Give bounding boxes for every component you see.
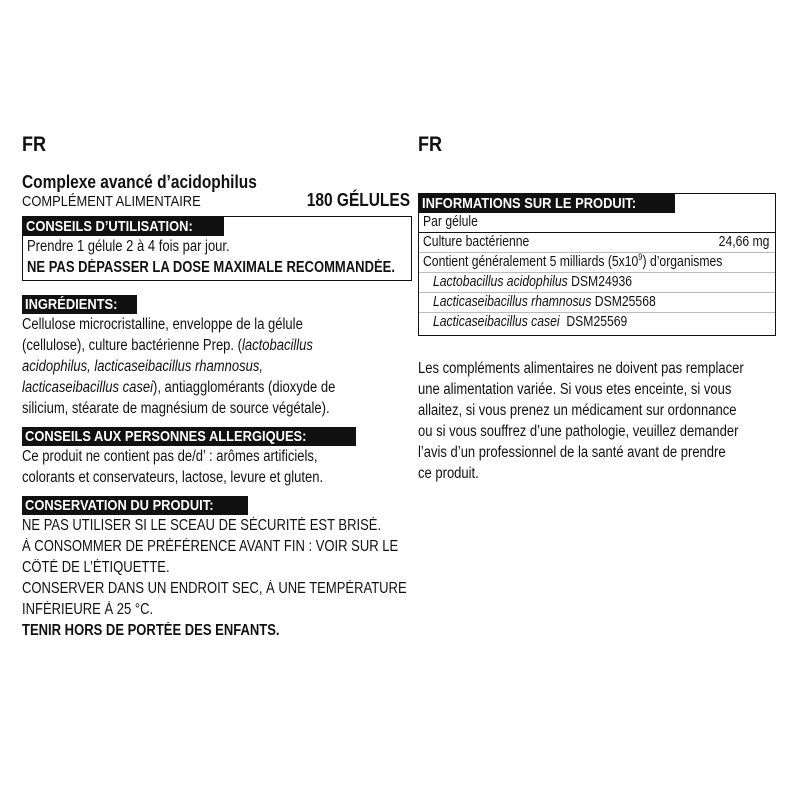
storage-line: À CONSOMMER DE PRÉFÉRENCE AVANT FIN : VOIR SUR LE [22, 538, 399, 555]
allergy-line: colorants et conservateurs, lactose, levure et gluten. [22, 469, 324, 486]
organisms-row: Contient généralement 5 milliards $(5x10^9)$ d’organismes [419, 253, 775, 273]
product-subtitle: COMPLÉMENT ALIMENTAIRE [22, 193, 201, 210]
product-subline [22, 190, 412, 213]
language-code-left: FR [22, 133, 47, 156]
product-info-heading: INFORMATIONS SUR LE PRODUIT: [419, 194, 675, 213]
ingredients-section [22, 295, 412, 419]
advisory-line: l’avis d’un professionnel de la santé avant de prendre [418, 444, 726, 461]
culture-row: Culture bactérienne 24,66 mg [419, 233, 775, 253]
allergy-section [22, 427, 412, 488]
usage-heading: CONSEILS D’UTILISATION: [23, 217, 224, 236]
storage-line: CONSERVER DANS UN ENDROIT SEC, À UNE TEMPÉRATURE [22, 580, 407, 597]
strain-row: Lacticaseibacillus rhamnosus DSM25568 [419, 293, 775, 313]
storage-line: INFÉRIEURE À 25 °C. [22, 601, 154, 618]
ingredients-line: lacticaseibacillus casei), antiagglomérants (dioxyde de [22, 379, 336, 396]
right-column [418, 132, 780, 484]
language-code-right: FR [418, 133, 443, 156]
storage-line: CÔTÉ DE L’ÉTIQUETTE. [22, 559, 170, 576]
product-title: Complexe avancé d’acidophilus [22, 172, 257, 192]
advisory-line: ou si vous souffrez d’une pathologie, veuillez demander [418, 423, 739, 440]
strain-row: Lacticaseibacillus casei DSM25569 [433, 314, 628, 330]
ingredients-line: silicium, stéarate de magnésium de source végétale). [22, 400, 330, 417]
usage-dose-line: Prendre 1 gélule 2 à 4 fois par jour. [27, 238, 230, 255]
culture-value: 24,66 mg [718, 234, 769, 250]
advisory-note [418, 358, 780, 484]
per-capsule-label: Par gélule [419, 213, 775, 233]
capsule-count: 180 GÉLULES [306, 190, 410, 210]
advisory-line: Les compléments alimentaires ne doivent pas remplacer [418, 360, 744, 377]
storage-line: TENIR HORS DE PORTÉE DES ENFANTS. [22, 622, 280, 639]
advisory-line: allaitez, si vous prenez un médicament sur ordonnance [418, 402, 737, 419]
ingredients-line: Cellulose microcristalline, enveloppe de la gélule [22, 316, 303, 333]
usage-section [22, 216, 412, 281]
usage-warning-line: NE PAS DÉPASSER LA DOSE MAXIMALE RECOMMANDÉE. [27, 259, 395, 276]
product-info-box [418, 193, 776, 336]
advisory-line: ce produit. [418, 465, 479, 482]
left-column [22, 132, 412, 649]
ingredients-line: (cellulose), culture bactérienne Prep. (lactobacillus [22, 337, 313, 354]
ingredients-heading: INGRÉDIENTS: [22, 295, 137, 314]
strain-row: Lactobacillus acidophilus DSM24936 [419, 273, 775, 293]
allergy-heading: CONSEILS AUX PERSONNES ALLERGIQUES: [22, 427, 356, 446]
advisory-line: une alimentation variée. Si vous etes enceinte, si vous [418, 381, 732, 398]
allergy-line: Ce produit ne contient pas de/d’ : arômes artificiels, [22, 448, 318, 465]
storage-heading: CONSERVATION DU PRODUIT: [22, 496, 248, 515]
storage-section [22, 496, 412, 641]
ingredients-line: acidophilus, lacticaseibacillus rhamnosus, [22, 358, 264, 375]
storage-line: NE PAS UTILISER SI LE SCEAU DE SÉCURITÉ EST BRISÉ. [22, 517, 382, 534]
